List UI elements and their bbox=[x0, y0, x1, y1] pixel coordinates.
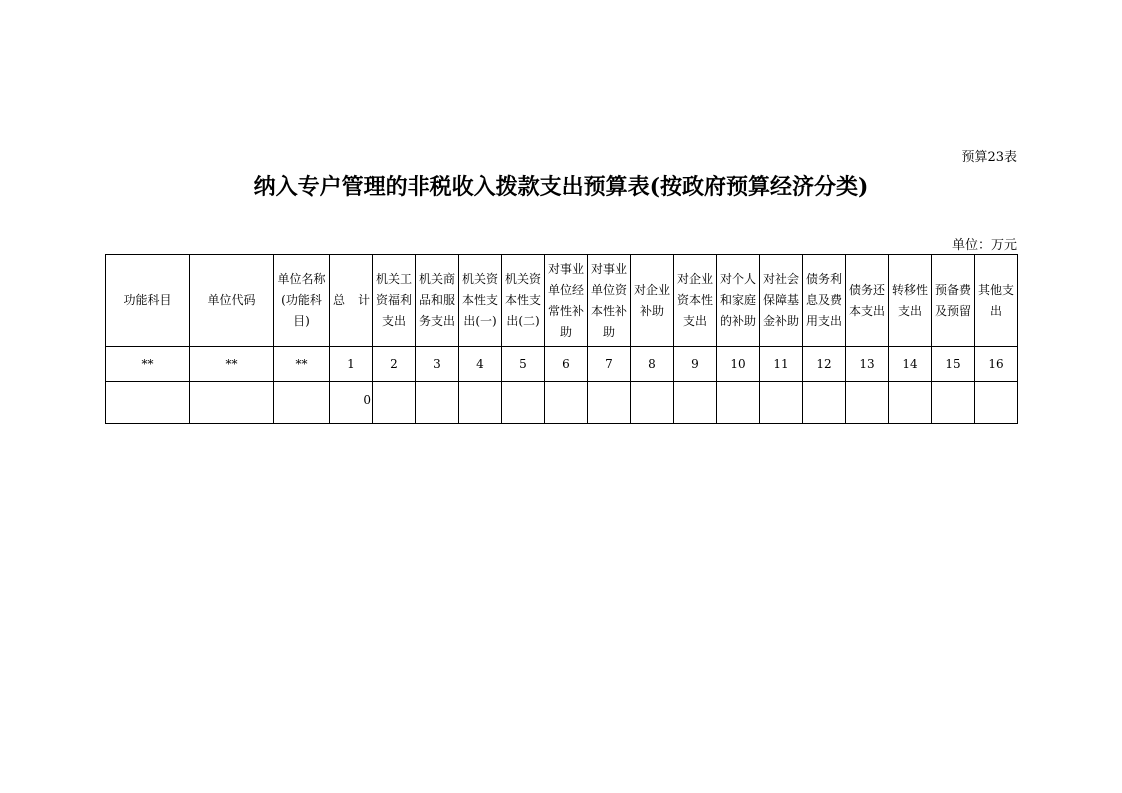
data-cell-unit-name bbox=[274, 382, 330, 424]
header-row bbox=[106, 255, 1018, 347]
form-number: 预算23表 bbox=[961, 150, 1017, 165]
column-code-row bbox=[106, 347, 1018, 382]
data-cell bbox=[631, 382, 674, 424]
header-col-9: 对企业资本性支出 bbox=[674, 255, 717, 347]
header-col-5: 机关资本性支出(二) bbox=[502, 255, 545, 347]
header-col-12: 债务利息及费用支出 bbox=[803, 255, 846, 347]
code-cell: 4 bbox=[459, 347, 502, 382]
data-cell bbox=[373, 382, 416, 424]
header-col-7: 对事业单位资本性补助 bbox=[588, 255, 631, 347]
data-cell bbox=[545, 382, 588, 424]
code-cell: 8 bbox=[631, 347, 674, 382]
code-cell: 3 bbox=[416, 347, 459, 382]
data-cell bbox=[932, 382, 975, 424]
code-cell: 13 bbox=[846, 347, 889, 382]
header-col-11: 对社会保障基金补助 bbox=[760, 255, 803, 347]
data-cell bbox=[674, 382, 717, 424]
code-cell: 14 bbox=[889, 347, 932, 382]
data-cell bbox=[803, 382, 846, 424]
data-cell bbox=[416, 382, 459, 424]
code-cell: 10 bbox=[717, 347, 760, 382]
data-cell bbox=[889, 382, 932, 424]
code-cell: 1 bbox=[330, 347, 373, 382]
code-cell: 2 bbox=[373, 347, 416, 382]
header-total: 总 计 bbox=[330, 255, 373, 347]
budget-table bbox=[105, 254, 1018, 424]
header-col-4: 机关资本性支出(一) bbox=[459, 255, 502, 347]
code-cell: 11 bbox=[760, 347, 803, 382]
code-cell: 16 bbox=[975, 347, 1018, 382]
code-cell: 12 bbox=[803, 347, 846, 382]
code-cell: ** bbox=[274, 347, 330, 382]
page-title: 纳入专户管理的非税收入拨款支出预算表(按政府预算经济分类) bbox=[253, 174, 869, 200]
header-col-6: 对事业单位经常性补助 bbox=[545, 255, 588, 347]
code-cell: 7 bbox=[588, 347, 631, 382]
header-col-14: 转移性支出 bbox=[889, 255, 932, 347]
header-unit-code: 单位代码 bbox=[190, 255, 274, 347]
header-col-8: 对企业补助 bbox=[631, 255, 674, 347]
code-cell: 6 bbox=[545, 347, 588, 382]
header-unit-name: 单位名称(功能科目) bbox=[274, 255, 330, 347]
data-cell bbox=[846, 382, 889, 424]
header-col-10: 对个人和家庭的补助 bbox=[717, 255, 760, 347]
code-cell: 9 bbox=[674, 347, 717, 382]
header-col-15: 预备费及预留 bbox=[932, 255, 975, 347]
header-col-13: 债务还本支出 bbox=[846, 255, 889, 347]
code-cell: 5 bbox=[502, 347, 545, 382]
code-cell: ** bbox=[106, 347, 190, 382]
data-cell bbox=[760, 382, 803, 424]
table-row bbox=[106, 382, 1018, 424]
data-cell-unit-code bbox=[190, 382, 274, 424]
data-cell bbox=[502, 382, 545, 424]
unit-label: 单位：万元 bbox=[951, 238, 1017, 253]
data-cell bbox=[717, 382, 760, 424]
data-cell bbox=[588, 382, 631, 424]
data-cell bbox=[459, 382, 502, 424]
data-cell bbox=[975, 382, 1018, 424]
header-col-2: 机关工资福利支出 bbox=[373, 255, 416, 347]
code-cell: ** bbox=[190, 347, 274, 382]
data-cell-functional-subject bbox=[106, 382, 190, 424]
data-cell-total: 0 bbox=[330, 382, 373, 424]
code-cell: 15 bbox=[932, 347, 975, 382]
header-col-16: 其他支出 bbox=[975, 255, 1018, 347]
header-functional-subject: 功能科目 bbox=[106, 255, 190, 347]
header-col-3: 机关商品和服务支出 bbox=[416, 255, 459, 347]
